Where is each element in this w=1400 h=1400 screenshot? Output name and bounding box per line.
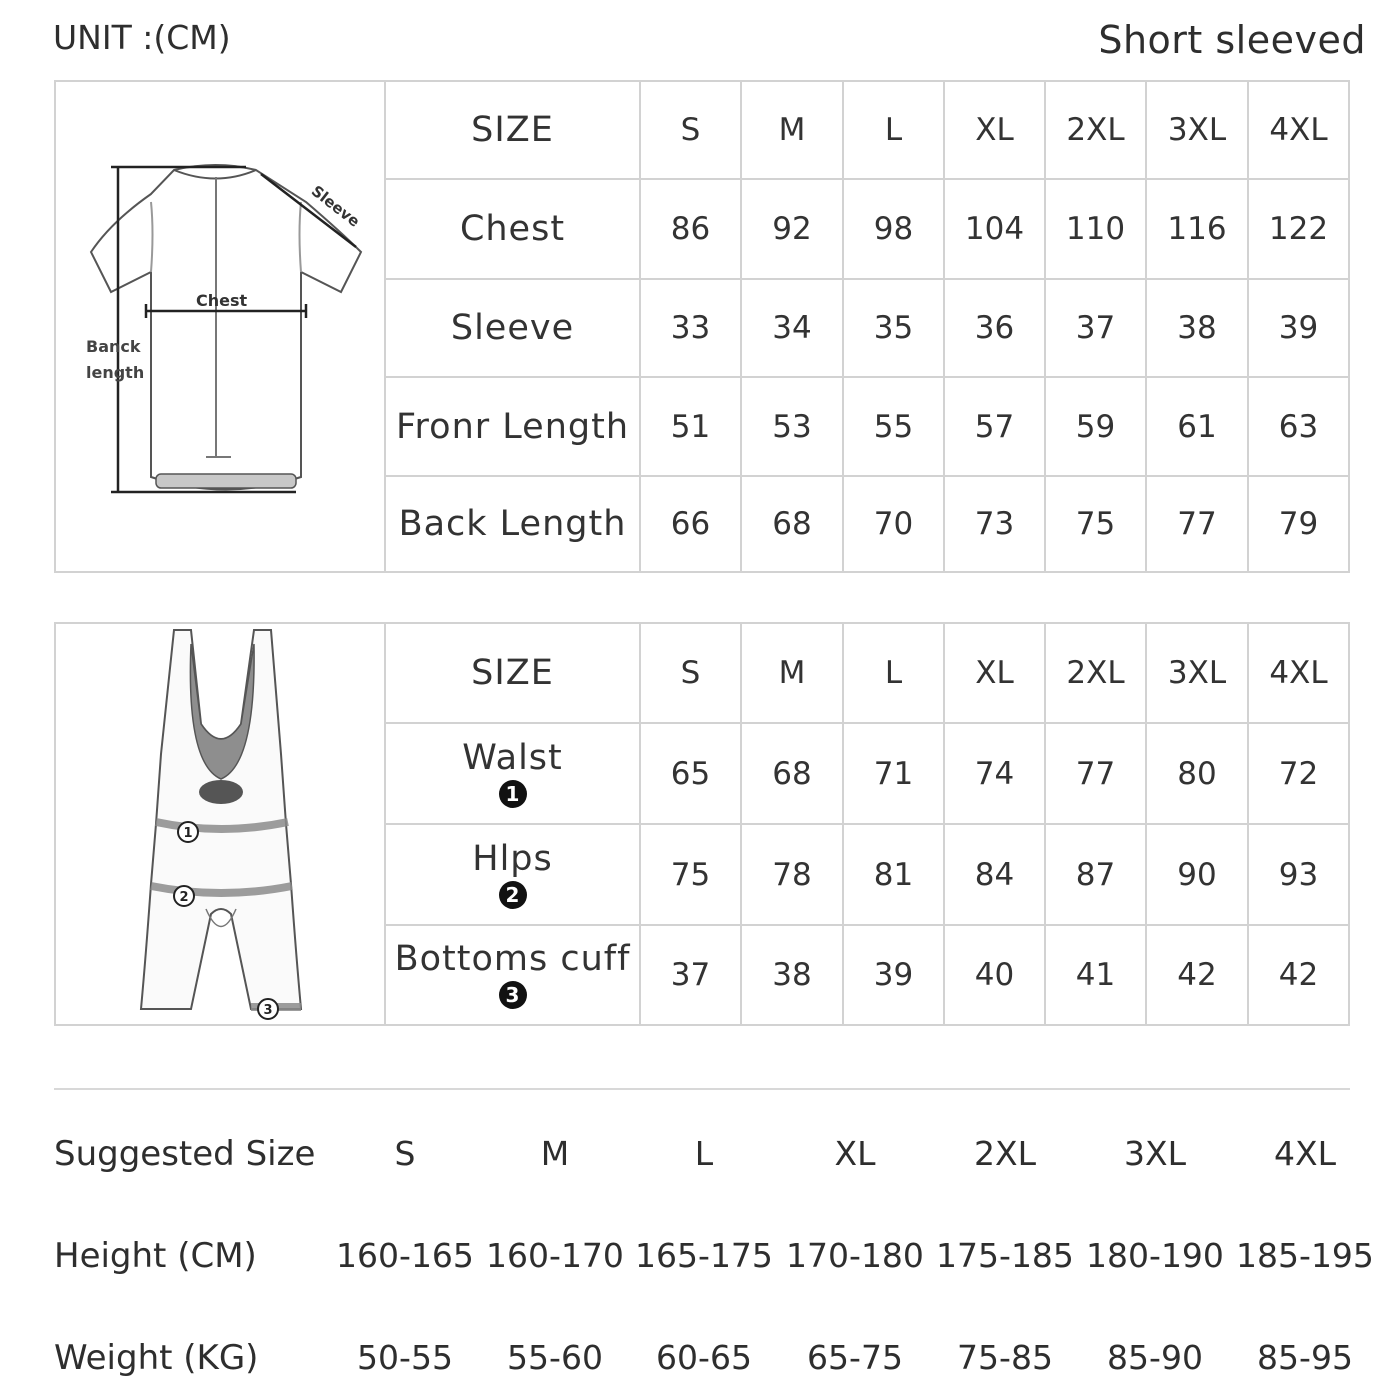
table-cell: 74 <box>944 723 1045 824</box>
sleeve-illustration-label: Sleeve <box>307 181 364 231</box>
size-header: SIZE <box>386 624 640 723</box>
table-cell: 68 <box>741 476 843 571</box>
row-label: Bottoms cuff <box>394 939 631 979</box>
table-cell: 77 <box>1045 723 1146 824</box>
table-cell: 110 <box>1045 179 1146 279</box>
table-cell: 39 <box>1248 279 1348 377</box>
size-col-xl: XL <box>944 82 1045 179</box>
table-cell: 68 <box>741 723 843 824</box>
bib-size-table <box>386 624 1348 1024</box>
table-cell: 36 <box>944 279 1045 377</box>
row-label: Chest <box>386 179 640 279</box>
table-cell: 90 <box>1146 824 1248 925</box>
table-cell: 38 <box>1146 279 1248 377</box>
suggested-size-m: M <box>540 1134 570 1173</box>
size-col-3xl: 3XL <box>1146 82 1248 179</box>
table-cell: 87 <box>1045 824 1146 925</box>
row-label-cell <box>386 723 640 824</box>
table-cell: 35 <box>843 279 944 377</box>
table-row <box>386 925 1348 1024</box>
bib-outline-drawing <box>56 624 386 1024</box>
height-range: 175-185 <box>936 1236 1074 1275</box>
table-cell: 38 <box>741 925 843 1024</box>
height-range: 165-175 <box>635 1236 773 1275</box>
height-label: Height (CM) <box>54 1236 257 1276</box>
table-cell: 116 <box>1146 179 1248 279</box>
table-cell: 57 <box>944 377 1045 476</box>
table-header-row <box>386 82 1348 179</box>
table-cell: 84 <box>944 824 1045 925</box>
size-col-m: M <box>741 624 843 723</box>
table-cell: 70 <box>843 476 944 571</box>
jersey-size-chart <box>54 80 1350 573</box>
table-cell: 33 <box>640 279 741 377</box>
height-range: 180-190 <box>1086 1236 1224 1275</box>
table-cell: 122 <box>1248 179 1348 279</box>
height-range: 170-180 <box>786 1236 924 1275</box>
table-cell: 42 <box>1248 925 1348 1024</box>
size-col-2xl: 2XL <box>1045 624 1146 723</box>
chest-illustration-label: Chest <box>196 291 248 310</box>
table-header-row <box>386 624 1348 723</box>
weight-range: 75-85 <box>957 1338 1053 1377</box>
weight-row <box>54 1338 1384 1388</box>
table-cell: 53 <box>741 377 843 476</box>
table-cell: 40 <box>944 925 1045 1024</box>
table-cell: 77 <box>1146 476 1248 571</box>
weight-range: 50-55 <box>357 1338 453 1377</box>
table-cell: 92 <box>741 179 843 279</box>
marker-3-badge: 3 <box>499 981 527 1009</box>
table-cell: 39 <box>843 925 944 1024</box>
table-cell: 75 <box>640 824 741 925</box>
jersey-size-table <box>386 82 1348 571</box>
table-cell: 79 <box>1248 476 1348 571</box>
row-label: Back Length <box>386 476 640 571</box>
size-header: SIZE <box>386 82 640 179</box>
size-col-3xl: 3XL <box>1146 624 1248 723</box>
suggested-size-label: Suggested Size <box>54 1134 316 1174</box>
suggested-size-xl: XL <box>834 1134 876 1173</box>
table-cell: 80 <box>1146 723 1248 824</box>
weight-range: 85-90 <box>1107 1338 1203 1377</box>
jersey-outline-drawing <box>56 82 386 571</box>
weight-range: 60-65 <box>656 1338 752 1377</box>
table-row <box>386 179 1348 279</box>
table-cell: 61 <box>1146 377 1248 476</box>
bib-size-chart <box>54 622 1350 1026</box>
weight-label: Weight (KG) <box>54 1338 259 1378</box>
table-cell: 42 <box>1146 925 1248 1024</box>
suggested-size-3xl: 3XL <box>1124 1134 1186 1173</box>
back-length-illustration-label-2: length <box>86 363 145 382</box>
height-row <box>54 1236 1384 1286</box>
table-row <box>386 279 1348 377</box>
table-cell: 65 <box>640 723 741 824</box>
table-cell: 81 <box>843 824 944 925</box>
table-row <box>386 377 1348 476</box>
size-col-s: S <box>640 82 741 179</box>
jersey-illustration <box>56 82 386 571</box>
table-cell: 104 <box>944 179 1045 279</box>
height-range: 185-195 <box>1236 1236 1374 1275</box>
table-cell: 34 <box>741 279 843 377</box>
row-label: Fronr Length <box>386 377 640 476</box>
row-label: Hlps <box>472 838 553 879</box>
marker-2-badge: 2 <box>499 881 527 909</box>
table-cell: 51 <box>640 377 741 476</box>
table-cell: 93 <box>1248 824 1348 925</box>
table-cell: 59 <box>1045 377 1146 476</box>
size-col-m: M <box>741 82 843 179</box>
table-cell: 71 <box>843 723 944 824</box>
table-cell: 37 <box>1045 279 1146 377</box>
row-label-cell <box>386 925 640 1024</box>
table-cell: 73 <box>944 476 1045 571</box>
table-cell: 66 <box>640 476 741 571</box>
table-cell: 86 <box>640 179 741 279</box>
weight-range: 85-95 <box>1257 1338 1353 1377</box>
section-divider <box>54 1088 1350 1090</box>
table-row <box>386 723 1348 824</box>
weight-range: 65-75 <box>807 1338 903 1377</box>
unit-label: UNIT :(CM) <box>53 18 231 57</box>
product-type-title: Short sleeved <box>1098 18 1366 62</box>
table-cell: 63 <box>1248 377 1348 476</box>
marker-2-label: 2 <box>179 890 189 905</box>
size-col-s: S <box>640 624 741 723</box>
weight-range: 55-60 <box>507 1338 603 1377</box>
marker-1-label: 1 <box>183 826 193 841</box>
height-range: 160-170 <box>486 1236 624 1275</box>
suggested-size-row <box>54 1134 1384 1184</box>
size-col-4xl: 4XL <box>1248 624 1348 723</box>
suggested-size-2xl: 2XL <box>974 1134 1036 1173</box>
marker-1-badge: 1 <box>499 780 527 808</box>
size-col-xl: XL <box>944 624 1045 723</box>
size-col-2xl: 2XL <box>1045 82 1146 179</box>
table-cell: 55 <box>843 377 944 476</box>
table-cell: 72 <box>1248 723 1348 824</box>
marker-3-label: 3 <box>263 1003 273 1018</box>
size-col-l: L <box>843 82 944 179</box>
bib-illustration <box>56 624 386 1024</box>
table-row <box>386 824 1348 925</box>
row-label-cell <box>386 824 640 925</box>
table-cell: 78 <box>741 824 843 925</box>
row-label: Walst <box>462 737 563 778</box>
table-cell: 98 <box>843 179 944 279</box>
back-length-illustration-label-1: Banck <box>86 337 141 356</box>
table-cell: 37 <box>640 925 741 1024</box>
height-range: 160-165 <box>336 1236 474 1275</box>
row-label: Sleeve <box>386 279 640 377</box>
suggested-size-4xl: 4XL <box>1274 1134 1336 1173</box>
size-col-4xl: 4XL <box>1248 82 1348 179</box>
suggested-size-l: L <box>694 1134 714 1173</box>
table-row <box>386 476 1348 571</box>
size-col-l: L <box>843 624 944 723</box>
suggested-size-s: S <box>394 1134 416 1173</box>
table-cell: 75 <box>1045 476 1146 571</box>
table-cell: 41 <box>1045 925 1146 1024</box>
